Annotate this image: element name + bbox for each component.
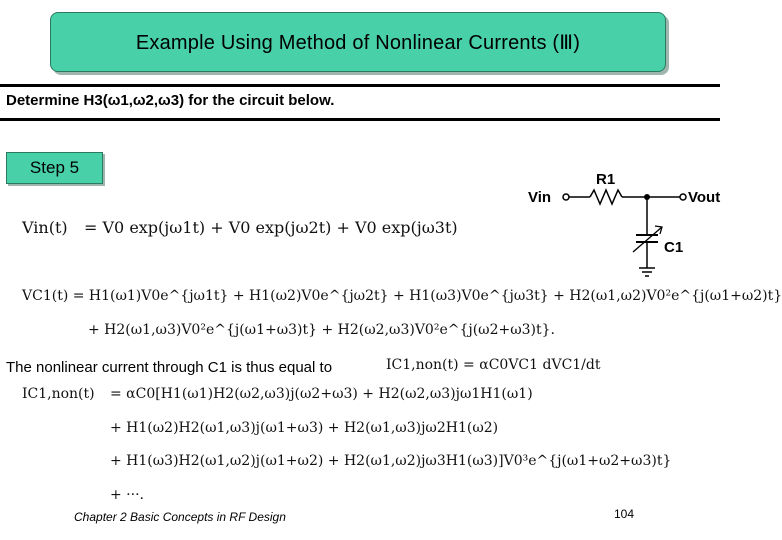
eq-current-lhs: IC1,non(t) [22,386,95,402]
nonlinear-current-text: The nonlinear current through C1 is thus equal to [6,359,333,376]
eq-current-line3: + H1(ω3)H2(ω1,ω2)j(ω1+ω2) + H2(ω1,ω2)jω3H1(ω3)]V0³e^{j(ω1+ω2+ω3)t} [110,453,672,469]
vout-terminal [680,194,686,200]
footer-chapter: Chapter 2 Basic Concepts in RF Design [74,510,286,524]
vin-terminal [563,194,569,200]
bottom-rule [0,118,720,121]
problem-statement: Determine H3(ω1,ω2,ω3) for the circuit below. [6,92,335,109]
eq-current-line2: + H1(ω2)H2(ω1,ω3)j(ω1+ω3) + H2(ω1,ω3)jω2H1(ω2) [110,420,499,436]
vin-label: Vin [528,189,552,206]
page-number: 104 [614,507,635,521]
resistor-r1 [590,190,622,204]
eq-current-definition: IC1,non(t) = αC0VC1 dVC1/dt [386,357,601,373]
eq-vc1-line1: VC1(t) = H1(ω1)V0e^{jω1t} + H1(ω2)V0e^{jω2t} + H1(ω3)V0e^{jω3t} + H2(ω1,ω2)V0²e^{j(ω1+ω2)t} [22,288,782,304]
r1-label: R1 [596,171,616,188]
top-rule [0,84,720,87]
step-label-text: Step 5 [29,158,80,177]
slide-title [50,12,666,72]
eq-vin-lhs: Vin(t) [22,218,68,237]
eq-vin-rhs: = V0 exp(jω1t) + V0 exp(jω2t) + V0 exp(jω3t) [84,218,458,237]
c1-label: C1 [664,239,684,256]
eq-vc1-line2: + H2(ω1,ω3)V0²e^{j(ω1+ω3)t} + H2(ω2,ω3)V0²e^{j(ω2+ω3)t}. [88,322,555,338]
eq-current-line4: + ···. [110,487,144,503]
rc-circuit-diagram [520,160,721,285]
eq-current-line1: = αC0[H1(ω1)H2(ω2,ω3)j(ω2+ω3) + H2(ω2,ω3)jω1H1(ω1) [110,386,533,402]
step-label [6,152,103,184]
vout-label: Vout [688,189,721,206]
slide-title-text: Example Using Method of Nonlinear Currents (Ⅲ) [135,31,581,54]
